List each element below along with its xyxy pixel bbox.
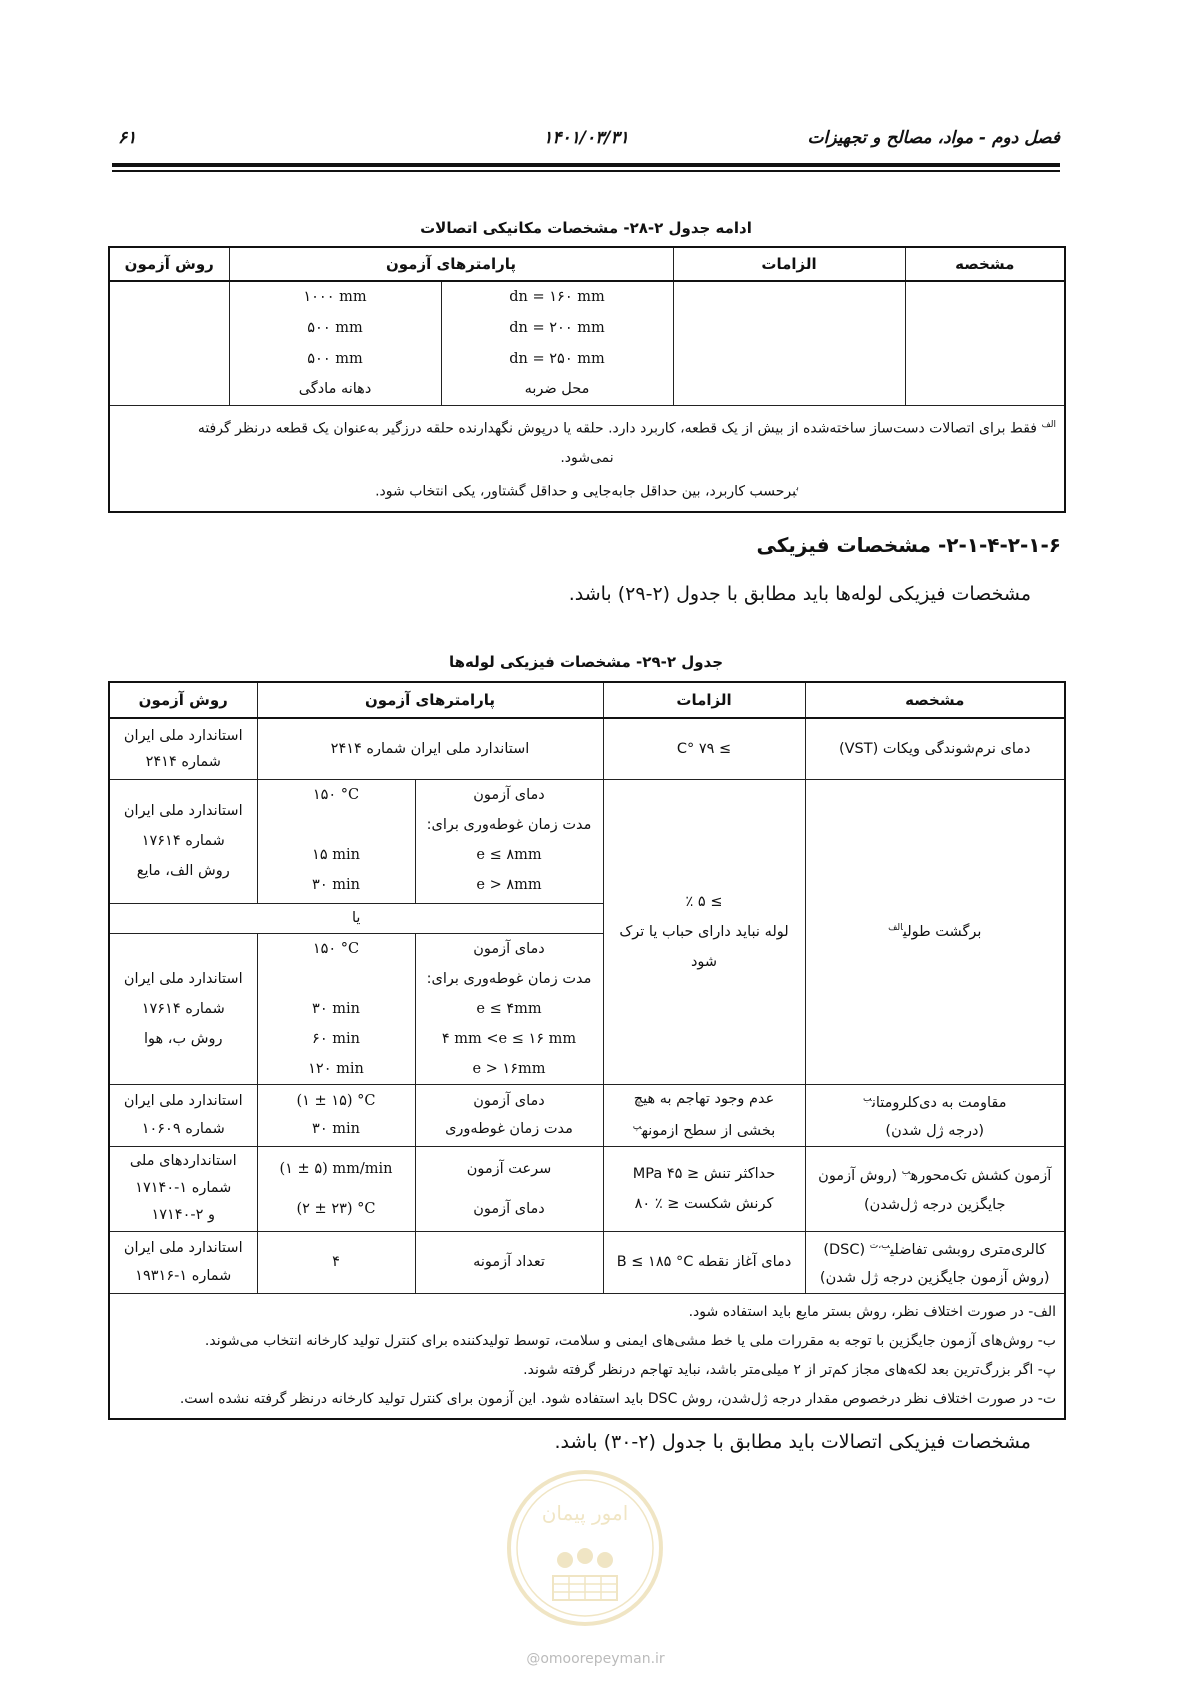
param-value: ۱۵ min bbox=[312, 846, 360, 863]
tensile-spec-text: (روش آزمون bbox=[818, 1167, 898, 1184]
tensile-method bbox=[109, 1146, 257, 1231]
vst-req: ≥ ۷۹ °C bbox=[603, 718, 805, 779]
header-date: ۱۴۰۱/۰۳/۳۱ bbox=[543, 128, 629, 148]
table2-header-spec: مشخصه bbox=[805, 682, 1065, 718]
dsc-spec bbox=[805, 1231, 1065, 1293]
paragraph: مشخصات فیزیکی لوله‌ها باید مطابق با جدول (۲-۲۹) باشد. bbox=[568, 583, 1031, 605]
note-mark: پ bbox=[632, 1122, 642, 1133]
table-row bbox=[109, 1231, 1065, 1293]
table-row bbox=[109, 281, 1065, 312]
note-mark: ب bbox=[862, 1094, 872, 1105]
table2 bbox=[108, 681, 1066, 1420]
dcm-spec-sub: (درجه ژل شدن) bbox=[885, 1122, 985, 1139]
table2-notes bbox=[109, 1293, 1065, 1419]
table-row bbox=[109, 718, 1065, 779]
or-separator: یا bbox=[109, 903, 603, 933]
table1-note-a: فقط برای اتصالات دست‌ساز ساخته‌شده از بیش از یک قطعه، کاربرد دارد. حلقه یا درپوش نگهدارنده حلقه درزگیر به‌عنوان یک قطعه درنظر گرفته bbox=[197, 420, 1037, 437]
dsc-spec-text: کالری‌متری روبشی تفاضلی bbox=[890, 1241, 1047, 1258]
dsc-param-value: ۴ bbox=[257, 1231, 415, 1293]
table1-note-b: برحسب کاربرد، بین حداقل جابه‌جایی و حداقل گشتاور، یکی انتخاب شود. bbox=[375, 483, 797, 500]
param-value: ۱۵۰ °C bbox=[312, 786, 360, 803]
chapter-title: فصل دوم - مواد، مصالح و تجهیزات bbox=[807, 128, 1060, 148]
page-header bbox=[112, 128, 1060, 156]
method-line: استانداردهای ملی bbox=[129, 1153, 237, 1169]
liquid-method bbox=[109, 779, 257, 903]
req-line: حداکثر تنش ≤ ۴۵ MPa bbox=[632, 1165, 776, 1182]
param-value: ۳۰ min bbox=[312, 1121, 360, 1137]
watermark-seal-icon bbox=[505, 1468, 665, 1628]
reversion-spec-text: برگشت طولی bbox=[902, 923, 982, 940]
param-name: مدت زمان غوطه‌وری برای: bbox=[426, 970, 592, 987]
vst-params: استاندارد ملی ایران شماره ۲۴۱۴ bbox=[257, 718, 603, 779]
method-line: شماره ۱۷۶۱۴ bbox=[141, 833, 225, 849]
method-line: شماره ۲۴۱۴ bbox=[145, 753, 221, 770]
param-name: محل ضربه bbox=[441, 374, 673, 405]
param-value: (۱ ± ۵) mm/min bbox=[279, 1160, 393, 1177]
table1-spec-cell bbox=[905, 281, 1065, 405]
liquid-param-names bbox=[415, 779, 603, 903]
dsc-spec-sub: (روش آزمون جایگزین درجه ژل شدن) bbox=[819, 1269, 1050, 1286]
table1-note-a-cont: نمی‌شود. bbox=[560, 450, 614, 467]
param-name: دمای آزمون bbox=[473, 940, 545, 957]
dcm-method bbox=[109, 1084, 257, 1146]
method-line: استاندارد ملی ایران bbox=[123, 970, 243, 987]
param-value: ۱۲۰ min bbox=[308, 1060, 364, 1077]
method-line: و ۲-۱۷۱۴۰ bbox=[151, 1207, 216, 1223]
tensile-spec bbox=[805, 1146, 1065, 1231]
tensile-param-values bbox=[257, 1146, 415, 1231]
table1-req-cell bbox=[673, 281, 905, 405]
table-row bbox=[109, 1084, 1065, 1146]
note-mark: ب bbox=[796, 483, 799, 494]
param-name: e ≤ ۴mm bbox=[476, 1000, 542, 1017]
req-line: شود bbox=[690, 953, 718, 970]
param-value: (۱ ± ۱۵) °C bbox=[296, 1093, 376, 1109]
method-line: شماره ۱-۱۹۳۱۶ bbox=[135, 1268, 232, 1284]
paragraph: مشخصات فیزیکی اتصالات باید مطابق با جدول (۲-۳۰) باشد. bbox=[554, 1431, 1031, 1453]
method-line: استاندارد ملی ایران bbox=[123, 727, 243, 744]
param-value: ۵۰۰ mm bbox=[229, 343, 441, 374]
vst-spec: دمای نرم‌شوندگی ویکات (VST) bbox=[805, 718, 1065, 779]
dsc-req: دمای آغاز نقطه B ≤ ۱۸۵ °C bbox=[603, 1231, 805, 1293]
note-mark: ب،ت bbox=[869, 1241, 891, 1252]
method-line: شماره ۱۰۶۰۹ bbox=[141, 1121, 225, 1137]
reversion-req bbox=[603, 779, 805, 1084]
table1-method-cell bbox=[109, 281, 229, 405]
table2-note: پ- اگر بزرگ‌ترین بعد لکه‌های مجاز کم‌تر از ۲ میلی‌متر باشد، نباید تهاجم درنظر گرفته شوند. bbox=[523, 1361, 1056, 1378]
method-line: استاندارد ملی ایران bbox=[123, 1240, 243, 1256]
dcm-spec bbox=[805, 1084, 1065, 1146]
note-mark: ب bbox=[901, 1166, 911, 1177]
param-value: دهانه مادگی bbox=[229, 374, 441, 405]
dsc-method bbox=[109, 1231, 257, 1293]
table2-header-method: روش آزمون bbox=[109, 682, 257, 718]
method-line: روش الف، مایع bbox=[136, 863, 230, 879]
param-name: dn = ۲۵۰ mm bbox=[441, 343, 673, 374]
param-name: سرعت آزمون bbox=[466, 1160, 552, 1177]
method-line: شماره ۱-۱۷۱۴۰ bbox=[135, 1180, 232, 1196]
tensile-spec-text: آزمون کشش تک‌محوره bbox=[910, 1167, 1052, 1184]
table2-note: ب- روش‌های آزمون جایگزین با توجه به مقررات ملی یا خط مشی‌های ایمنی و سلامت، توسط تولیدکننده برای کنترل تولید کارخانه انتخاب می‌شوند. bbox=[204, 1332, 1056, 1349]
air-method bbox=[109, 933, 257, 1084]
section-heading: ۲-۱-۴-۲-۱-۶- مشخصات فیزیکی bbox=[756, 533, 1061, 557]
req-line: بخشی از سطح ازمونه bbox=[641, 1122, 776, 1139]
air-param-values bbox=[257, 933, 415, 1084]
req-line: عدم وجود تهاجم به هیچ bbox=[633, 1091, 775, 1108]
param-name: دمای آزمون bbox=[473, 1200, 545, 1217]
param-value: ۵۰۰ mm bbox=[229, 312, 441, 343]
param-name: e ≤ ۸mm bbox=[476, 846, 542, 863]
table2-note: ت- در صورت اختلاف نظر درخصوص مقدار درجه ژل‌شدن، روش DSC باید استفاده شود. این آزمون برای کنترل تولید کارخانه درنظر گرفته نشده است. bbox=[179, 1390, 1056, 1407]
dsc-param-name: تعداد آزمونه bbox=[415, 1231, 603, 1293]
note-mark: الف bbox=[888, 923, 903, 934]
tensile-param-names bbox=[415, 1146, 603, 1231]
table2-header-requirements: الزامات bbox=[603, 682, 805, 718]
param-value: (۲ ± ۲۳) °C bbox=[296, 1200, 376, 1217]
param-name: e > ۱۶mm bbox=[472, 1060, 546, 1077]
liquid-param-values bbox=[257, 779, 415, 903]
param-name: مدت زمان غوطه‌وری bbox=[445, 1121, 573, 1137]
table2-header-params: پارامترهای آزمون bbox=[257, 682, 603, 718]
param-value: ۱۵۰ °C bbox=[312, 940, 360, 957]
note-mark: الف bbox=[1041, 419, 1056, 430]
air-param-names bbox=[415, 933, 603, 1084]
param-name: دمای آزمون bbox=[473, 786, 545, 803]
param-name: dn = ۲۰۰ mm bbox=[441, 312, 673, 343]
table1-header-params: پارامترهای آزمون bbox=[229, 247, 673, 281]
method-line: استاندارد ملی ایران bbox=[123, 803, 243, 819]
dsc-spec-text: (DSC) bbox=[823, 1241, 866, 1258]
req-line: ≥ ۵ ٪ bbox=[685, 893, 723, 910]
dcm-spec-text: مقاومت به دی‌کلرومتان bbox=[871, 1094, 1007, 1111]
header-rule-thick bbox=[112, 163, 1060, 167]
method-line: شماره ۱۷۶۱۴ bbox=[141, 1000, 225, 1017]
req-line: لوله نباید دارای حباب یا ترک bbox=[619, 923, 789, 940]
header-rule-thin bbox=[112, 170, 1060, 172]
param-name: دمای آزمون bbox=[473, 1093, 545, 1109]
param-value: ۶۰ min bbox=[312, 1030, 360, 1047]
param-value: ۳۰ min bbox=[312, 876, 360, 893]
table1-header-spec: مشخصه bbox=[905, 247, 1065, 281]
tensile-req bbox=[603, 1146, 805, 1231]
dcm-req bbox=[603, 1084, 805, 1146]
watermark-logo-text: امور پیمان bbox=[541, 1501, 629, 1525]
watermark-site: @omoorepeyman.ir bbox=[526, 1651, 665, 1667]
table2-note: الف- در صورت اختلاف نظر، روش بستر مایع باید استفاده شود. bbox=[688, 1303, 1056, 1320]
table-row bbox=[109, 1146, 1065, 1231]
table1-header-method: روش آزمون bbox=[109, 247, 229, 281]
dcm-param-values bbox=[257, 1084, 415, 1146]
table-row bbox=[109, 779, 1065, 903]
dcm-param-names bbox=[415, 1084, 603, 1146]
param-name: e > ۸mm bbox=[476, 876, 542, 893]
param-name: dn = ۱۶۰ mm bbox=[441, 281, 673, 312]
vst-method bbox=[109, 718, 257, 779]
method-line: روش ب، هوا bbox=[144, 1030, 223, 1047]
req-line: کرنش شکست ≤ ٪ ۸۰ bbox=[634, 1195, 774, 1212]
reversion-spec bbox=[805, 779, 1065, 1084]
param-name: مدت زمان غوطه‌وری برای: bbox=[426, 816, 592, 833]
param-value: ۱۰۰۰ mm bbox=[229, 281, 441, 312]
table1 bbox=[108, 246, 1066, 513]
param-name: ۴ mm <e ≤ ۱۶ mm bbox=[441, 1030, 577, 1047]
table1-header-requirements: الزامات bbox=[673, 247, 905, 281]
param-value: ۳۰ min bbox=[312, 1000, 360, 1017]
table1-caption: ادامه جدول ۲-۲۸- مشخصات مکانیکی اتصالات bbox=[420, 219, 752, 237]
table2-caption: جدول ۲-۲۹- مشخصات فیزیکی لوله‌ها bbox=[448, 653, 724, 671]
method-line: استاندارد ملی ایران bbox=[123, 1093, 243, 1109]
table1-notes bbox=[109, 405, 1065, 512]
page-number: ۶۱ bbox=[118, 128, 137, 148]
tensile-spec-sub: جایگزین درجه ژل‌شدن) bbox=[863, 1197, 1006, 1214]
